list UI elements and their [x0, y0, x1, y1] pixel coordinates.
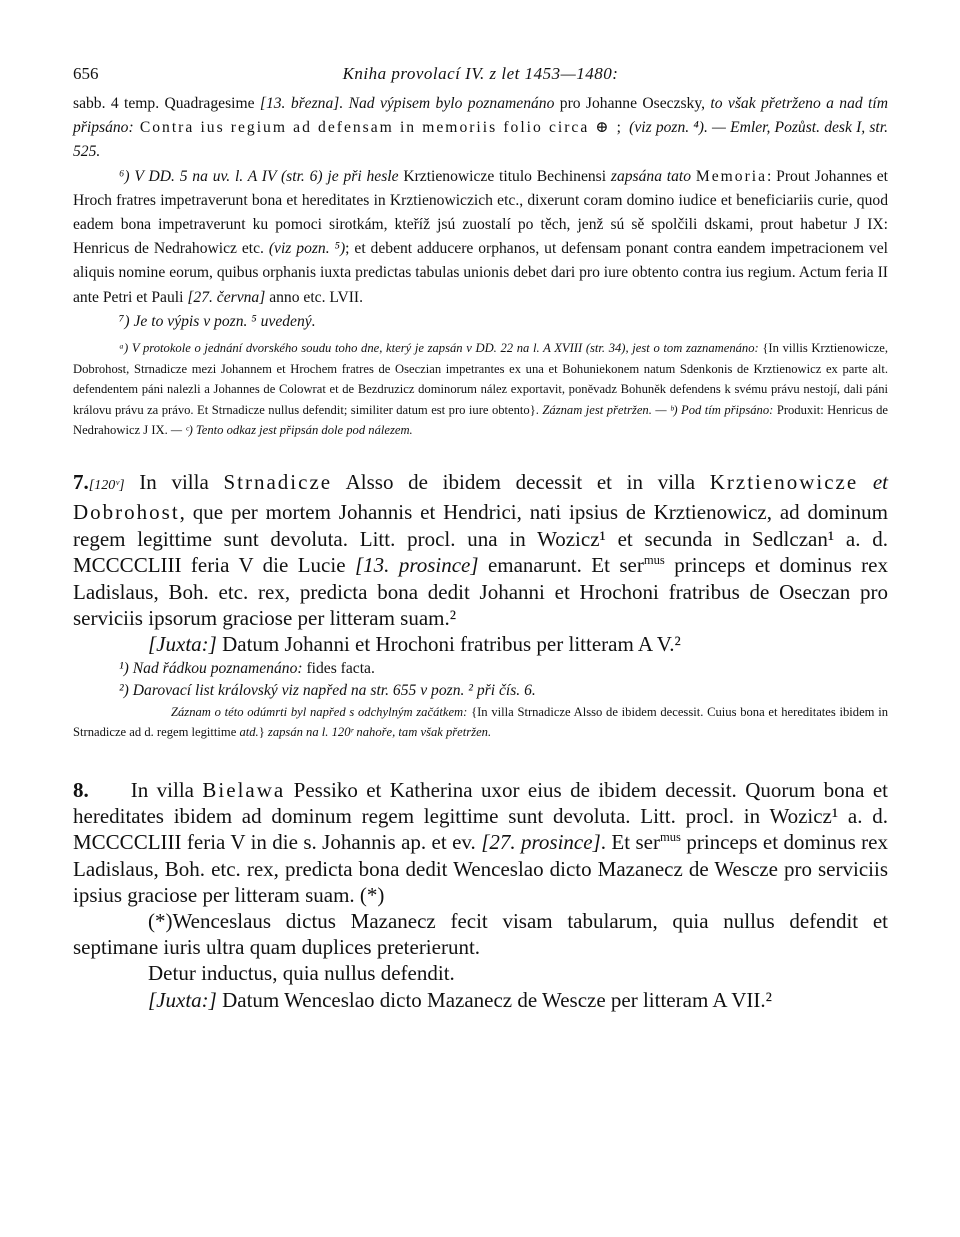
note-italic: ⁶) V DD. 5 na uv. l. A IV (str. 6) je při hesle: [119, 167, 399, 185]
note-text: ; et debent adducere orphanos, ut defensam ponant contra eandem impetracionem vel aliquis nomine eorum, quibus orphanis iuxta predictas tabulas unionis debet dari pro iure obtento contra ius regium. Actum feria II ante Petri et Pauli: [73, 240, 888, 306]
entry-text: , que per mortem Johannis et Hendrici, nati ipsius de Krztienowicz, ad dominum regem legittime sunt devoluta. Litt. procl. una in Wozicz¹ et secunda in Sedlczan¹ a. d. MCCCCLIII feria V die Lucie: [73, 500, 888, 578]
entry-8-note: (*)Wenceslaus dictus Mazanecz fecit visam tabularum, quia nullus defendit et septimane iuris ultra quam duplices preterierunt.: [73, 909, 888, 960]
entry-text: princeps et dominus rex Ladislaus, Boh. etc. rex, predicta bona dedit Johanni et Hrochoni fratribus de Oseczan pro serviciis ipsorum graciose per litteram suam.²: [73, 553, 888, 631]
entry-text: Pessiko et Katherina uxor eius de ibidem decessit. Quorum bona et hereditates ibidem ad dominum regem legittime sunt devoluta. Litt. procl. in Wozicz¹ a. d. MCCCCLIII feria V in die s. Johannis ap. et ev.: [73, 778, 888, 855]
note-italic: (viz pozn. ⁴). — Emler, Pozůst. desk I, str. 525.: [73, 119, 888, 161]
entry-7: [73, 469, 888, 743]
note-text: {In villa Strnadicze Alsso de ibidem decessit. Cuius bona et hereditates ibidem in Strnadicze ad d. regem legittime: [73, 704, 889, 740]
place-name: Dobrohost: [73, 500, 180, 525]
note-italic: atd.: [239, 725, 259, 740]
footnote-a: [73, 338, 888, 441]
note-italic: [13. března]. Nad výpisem bylo poznamenáno: [259, 95, 555, 112]
entry-text: princeps et dominus rex Ladislaus, Boh. etc. rex, predicta bona dedit Wenceslao dicto Mazanecz de Wescze pro serviciis ipsius graciose per litteram suam. (*): [73, 830, 888, 907]
entry-7-body: [73, 469, 888, 631]
entry-text: Datum Johanni et Hrochoni fratribus per litteram A V.²: [216, 632, 681, 657]
note-text: Produxit: Henricus de Nedrahowicz J IX.: [73, 402, 888, 438]
running-title: Kniha provolací IV. z let 1453—1480:: [342, 64, 619, 83]
note-italic: Záznam jest přetržen. — ᵇ) Pod tím připsáno:: [542, 402, 774, 417]
note-text: fides facta.: [302, 659, 375, 677]
entry-number: 8.: [73, 778, 89, 803]
page: [73, 58, 888, 1013]
note-spaced: Contra ius regium ad defensam in memoriis folio circa ⊕ ;: [133, 119, 630, 137]
note-text: {In villis Krztienowicze, Dobrohost, Strnadicze mezi Johannem et Hrochem fratres de Oseczian impetrantes ex una et Bohuniekonem natum Sdenkonis de Krztienowicz ex parte alt. defendentem páni nalezli a Johannes de Colowrat et de Bezdruzicz dominorum nález exportavit, poněvadz Bohuněk defendens k svému právu nestojí, dali páni královu právu za právo. Et Strnadicze nullus defendit; similiter datum est pro iure obtento}.: [73, 341, 888, 417]
footnote-6: [73, 165, 888, 310]
note-italic: zapsán na l. 120ʳ nahoře, tam však přetržen.: [267, 725, 492, 740]
page-number: 656: [73, 64, 99, 83]
juxta-label: [Juxta:]: [148, 632, 217, 657]
note-text: Krztienowicze titulo Bechinensi: [398, 167, 611, 185]
entry-text: . Et ser: [600, 830, 660, 855]
note-text: anno etc. LVII.: [265, 288, 364, 306]
entry-text: Alsso de ibidem decessit et in villa: [332, 470, 710, 494]
entry-number: 7.: [73, 470, 89, 494]
note-1: [73, 658, 888, 680]
entry-7-notes: [73, 658, 888, 702]
note-text: : Prout Johannes et Hroch fratres impetraverunt bona et hereditates in Krztienowiczich etc., dixerunt coram domino iudice et beneficiariis curie, quod eadem bona impetraverunt ku pomoci sirotkám, kteříž jsú zuostalí po těch, jenž sú sě spolčili dskami, prout habetur J IX: Henricus de Nedrahowicz etc.: [73, 167, 889, 258]
entry-8-detur: Detur inductus, quia nullus defendit.: [148, 961, 455, 986]
entry-text: In villa: [124, 470, 224, 494]
small-note: [73, 702, 888, 743]
entry-text: Datum Wenceslao dicto Mazanecz de Wescze per litteram A VII.²: [216, 987, 772, 1012]
footnotes-small: [73, 338, 888, 441]
entry-7-juxta: [73, 631, 888, 657]
date-note: [27. prosince]: [481, 830, 601, 855]
note-italic: zapsána tato: [610, 167, 692, 185]
juxta-label: [Juxta:]: [148, 987, 217, 1012]
superscript: mus: [659, 830, 681, 845]
note-text: pro Johanne Oseczsky,: [554, 95, 706, 112]
note-text: }: [258, 725, 268, 740]
entry-8-juxta: [73, 987, 888, 1013]
footnote-7: ⁷) Je to výpis v pozn. ⁵ uvedený.: [119, 312, 316, 330]
note-text: sabb. 4 temp. Quadragesime: [73, 95, 260, 112]
date-note: [13. prosince]: [354, 553, 479, 578]
note-italic: — ᶜ) Tento odkaz jest připsán dole pod nálezem.: [170, 423, 413, 438]
note-spaced: Memoria: [695, 167, 768, 185]
note-italic: (viz pozn. ⁵): [268, 240, 346, 258]
entry-7-small-note: [73, 702, 888, 743]
page-header: [73, 58, 888, 92]
entry-8-body: [73, 777, 888, 908]
note-italic: Záznam o této odúmrti byl napřed s odchylným začátkem:: [171, 704, 468, 719]
note-italic: [27. června]: [187, 288, 266, 306]
entry-italic: et: [872, 470, 888, 494]
note-italic: ᵃ) V protokole o jednání dvorského soudu toho dne, který je zapsán v DD. 22 na l. A XVIII (str. 34), jest o tom zaznamenáno:: [119, 341, 759, 356]
note-continuation: [73, 92, 888, 165]
entry-8: [73, 777, 888, 1013]
superscript: mus: [643, 553, 665, 568]
footnotes-top: [73, 92, 888, 334]
note-italic: ¹) Nad řádkou poznamenáno:: [119, 659, 303, 677]
place-name: Strnadicze: [223, 470, 333, 494]
note-italic: to však přetrženo a nad tím připsáno:: [73, 95, 888, 137]
entry-text: [858, 470, 873, 494]
place-name: Krztienowicze: [709, 470, 859, 494]
place-name: Bielawa: [202, 778, 286, 803]
note-2: ²) Darovací list královský viz napřed na str. 655 v pozn. ² při čís. 6.: [119, 681, 536, 699]
entry-text: emanarunt. Et ser: [478, 553, 644, 578]
entry-text: In villa: [88, 778, 203, 803]
folio-marker: [120ᵛ]: [88, 478, 125, 493]
